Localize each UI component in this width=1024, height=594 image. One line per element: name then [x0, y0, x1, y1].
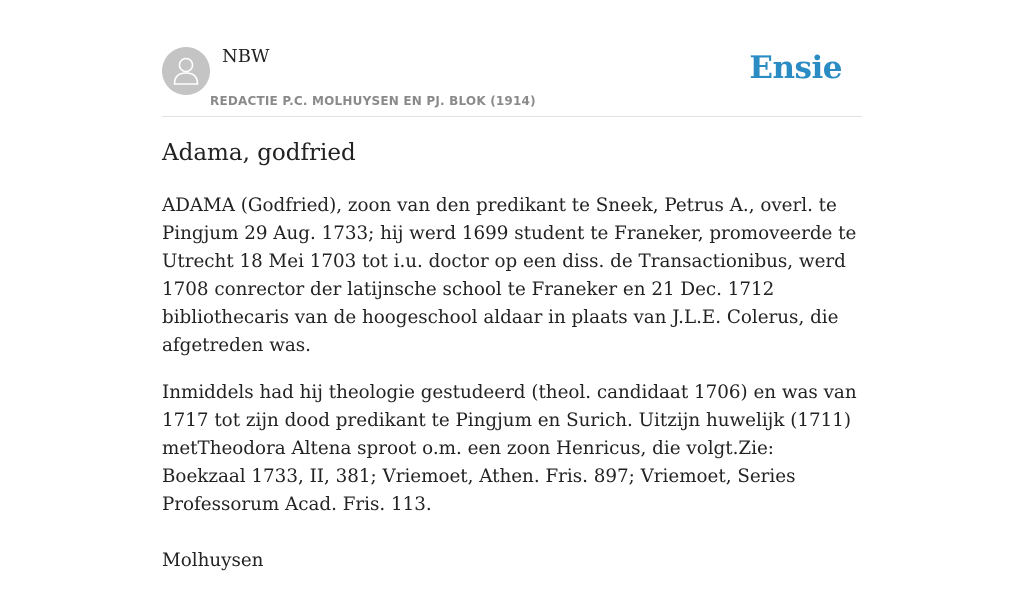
- article-title: Adama, godfried: [162, 140, 356, 166]
- article-header: [162, 0, 862, 117]
- editor-credit: REDACTIE P.C. MOLHUYSEN EN PJ. BLOK (1914): [210, 94, 536, 108]
- avatar[interactable]: [162, 47, 210, 95]
- ensie-logo[interactable]: Ensie: [749, 50, 842, 86]
- article-paragraph: Inmiddels had hij theologie gestudeerd (theol. candidaat 1706) en was van 1717 tot zijn dood predikant te Pingjum en Surich. Uitzijn huwelijk (1711) metTheodora Altena sproot o.m. een zoon Henricus, die volgt.Zie: Boekzaal 1733, II, 381; Vriemoet, Athen. Fris. 897; Vriemoet, Series Professorum Acad. Fris. 113.: [162, 382, 857, 515]
- user-icon: [173, 56, 199, 86]
- article-signature: Molhuysen: [162, 550, 264, 571]
- page-container: [162, 0, 862, 571]
- article-body: [162, 192, 862, 594]
- author-name[interactable]: NBW: [222, 46, 270, 67]
- article-paragraph: ADAMA (Godfried), zoon van den predikant te Sneek, Petrus A., overl. te Pingjum 29 Aug. 1733; hij werd 1699 student te Franeker, promoveerde te Utrecht 18 Mei 1703 tot i.u. doctor op een diss. de Transactionibus, werd 1708 conrector der latijnsche school te Franeker en 21 Dec. 1712 bibliothecaris van de hoogeschool aldaar in plaats van J.L.E. Colerus, die afgetreden was.: [162, 195, 857, 356]
